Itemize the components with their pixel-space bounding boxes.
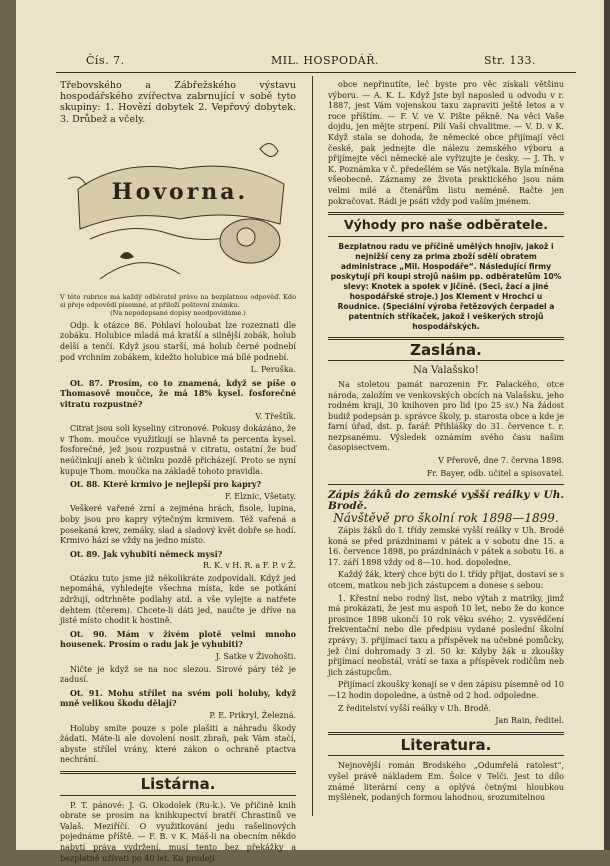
valassko-title: Na Valašsko! — [413, 365, 479, 377]
section-divider — [328, 360, 564, 361]
question-89: Ot. 89. Jak vyhubiti německ mysi? — [70, 548, 223, 559]
book-spine — [604, 0, 610, 850]
zapis-director: Jan Rain, ředitel. — [495, 716, 564, 726]
question-90: Ot. 90. Mám v živém plotě velmi mnoho housenek. Prosím o radu jak je vyhubiti? — [60, 628, 296, 650]
hovorna-title: Hovorna. — [111, 178, 249, 205]
section-divider — [60, 771, 296, 774]
answer-87: Citrat jsou soli kyseliny citronové. Pokusy dokázáno, že v Thom. moučce využitkují se hlavně ta percenta kysel. fosforečné, jež jsou rozpustná v citratu, ostatní že buď neúčinkují aneb k účinku pozdě přicházejí. Proto se nyní kupuje Thom. moučka na základě tohoto pravidla. — [60, 424, 296, 476]
question-87: Ot. 87. Prosím, co to znamená, když se píše o Thomasově moučce, že má 18% kysel. fosforečné vitratu rozpustné? — [60, 377, 296, 409]
newspaper-page — [16, 0, 610, 863]
signature: P. E. Prikryl, Železná. — [209, 711, 296, 720]
section-divider — [328, 755, 564, 756]
zapis-paragraph: 1. Křestní nebo rodný list, nebo výtah z matriky, jimž má prokázati, že jest mu aspoň 10 let, nebo že do konce prosince 1898 ukončí 10 rok věku svého; 2. vysvědčení frekventační nebo dle předpisu vydané poslední školní zprávy; 3. přijímací taxu a příspěvek na učebné pomůcky, jež činí dohromady 3 zl. 50 kr. Kdyby žák u zkoušky přijímací neobstál, vrátí se taxa a příspěvek rodičům neb jich zástupcům. — [328, 593, 564, 677]
listarna-title: Listárna. — [140, 774, 216, 793]
answer-86: Odp. k otázce 86. Pohlaví holoubat lze rozeznati dle zobáku. Holubice mladá má kratší a silnější zobák, holub delší a tenčí. Když jsou starší, má holub černé podnebí pod vrchním zobákem, kdežto holubice má bílé podnebí. — [60, 320, 296, 362]
signature: V. Třeštík. — [255, 411, 296, 421]
issue-number: Čís. 7. — [86, 54, 125, 67]
section-divider — [328, 236, 564, 237]
valassko-date: V Přerově, dne 7. června 1898. — [438, 456, 564, 466]
question-88: Ot. 88. Které krmivo je nejlepší pro kapry? — [70, 479, 262, 490]
section-divider — [328, 732, 564, 735]
left-column — [60, 80, 296, 866]
literatura-body: Nejnovější román Brodského „Odumřelá ratolest“, vyšel právě nákladem Em. Šolce v Telči. Jest to dílo známé literární ceny a oplývá četnými hloubkou myšlének, podaných formou lahodnou, srozumitelnou — [328, 761, 564, 803]
listarna-continued: obce nepřinutíte, leč byste pro věc získali většinu výboru. — A. K. L. Když Jste byl naposled u odvodu v r. 1887, jest Vám vojenskou taxu zapraviti ještě letos a v roce příštím. — F. V. ve V. Pište pěkně. Na věci Vaše dojdu, jen mějte strpení. Pilí Vaší chvalitme. — V. D. v K. Když stala se dohoda, že německé obce přijímají věci české, pak jednejte dle nálezu zemského výboru a přijímejte věci německé ale vyřizujte je česky. — J. Th. v K. Poznámka v č. předešlém se Vás netýkala. Byla míněna všeobecně. Záznamy ze života praktického jsou nám velmi milé a čtenářům listu neméně. Račte jen pokračovat. Rádi je psáti vždy pod vaším jménem. — [328, 80, 564, 206]
valassko-signature: Fr. Bayer, odb. učitel a spisovatel. — [426, 468, 564, 478]
zapis-paragraph: Přijímací zkoušky konají se v den zápisu písemně od 10—12 hodin dopoledne, a ústně od 2 hod. odpoledne. — [328, 680, 564, 700]
section-divider — [60, 795, 296, 796]
zapis-subtitle: Návštěvě pro školní rok 1898—1899. — [333, 511, 559, 526]
hovorna-banner — [60, 129, 296, 289]
zapis-title: Zápis žáků do zemské vyšší reálky v Uh. Brodě. — [328, 489, 564, 512]
signature: R. K. v H. R. a F. P. v Ž. — [203, 561, 296, 571]
zapis-signature: Z ředitelství vyšší reálky v Uh. Brodě. — [338, 703, 491, 713]
exhibition-intro: Třebovského a Zábřežského výstavu hospodářského zvířectva zabrnující v sobě tyto skupiny: 1. Hovězí dobytek 2. Vepřový dobytek. 3. Drůbež a včely. — [60, 80, 296, 125]
signature: F. Elznic, Všetaty. — [224, 491, 296, 501]
listarna-body: P. T. pánové: J. G. Okodolek (Ru-k.). Ve přičině knih obrate se prosím na knihkupectví bratří Chrastinů ve Valaš. Meziříčí. O využitkování jedu rašelinových pojednáme příště. — F. B. v K. Máš-li na obecním někdo nabytí práva vydržení, musí tento bez překážky a bezplatně užívati po 40 let. Ku prodeji — [60, 800, 296, 863]
question-91: Ot. 91. Mohu střílet na svém poli holuby, když mně velikou škodu dělají? — [60, 687, 296, 709]
right-column — [328, 80, 564, 806]
hovorna-illustration — [60, 129, 296, 289]
odberatel-title: Výhody pro naše odběratele. — [344, 217, 548, 233]
answer-90: Ničte je když se na noc slezou. Sirové páry též je zadusí. — [60, 664, 296, 685]
page-number: Str. 133. — [484, 54, 536, 67]
section-divider — [328, 212, 564, 215]
answer-91: Holuby smíte pouze s pole plašiti a náhradu škody žádati. Máte-li ale dovolení nosit zbraň, pak Vám stačí, abyste střílel vrány, které zákon o ochraně ptactva nechrání. — [60, 723, 296, 765]
hovorna-caption — [60, 293, 296, 317]
page-header — [56, 50, 576, 70]
journal-title: MIL. HOSPODÁŘ. — [271, 54, 380, 67]
odberatel-body: Bezplatnou radu ve příčině umělých hnojiv, jakož i nejnižší ceny za prima zboží sdělí obratem administrace „Mil. Hospodáře“. Následující firmy poskytují při koupi strojů našim pp. odběratelům 10% slevy: Knotek a spolek v Jičíně. (Seci, žací a jiné hospodářské stroje.) Jos Klement v Hrochci u Roudnice. (Speciální výroba řetězových čerpadel a patentních stříkaček, jakož i veškerých strojů hospodářských. — [330, 241, 562, 331]
header-rule — [56, 72, 576, 73]
signature: J. Satke v Živohošti. — [215, 652, 296, 662]
literatura-title: Literatura. — [400, 735, 492, 754]
column-divider — [312, 76, 313, 816]
hovorna-caption-text: V této rubrice má každý odběratel právo na bezplatnou odpověď. Kdo si přeje odpovědí písemné, at přiloží poštovní známku. — [60, 292, 296, 309]
zaslana-title: Zaslána. — [410, 340, 482, 359]
zapis-paragraph: Zápis žáků do I. třídy zemské vyšší reálky v Uh. Brodě koná se před prázdninami v pátek a v sobotu dne 15. a 16. července 1898, po prázdninách v pátek a sobotu 16. a 17. září 1898 vždy od 8—10. hod. dopoledne. — [328, 526, 564, 567]
signature: L. Peruška. — [250, 365, 296, 375]
section-divider — [328, 484, 564, 485]
answer-88: Veškeré vařené zrní a zejména hrách, fisole, lupina, boby jsou pro kapry výtečným krmivem. Též vařená a posekaná krev, zemáky, slad a sladový květ dobře se hodí. Krmivo hází se vždy na jedno místo. — [60, 504, 296, 546]
answer-89: Otázku tuto jsme již několikráte zodpovídali. Když jed nepomáhá, vyhledejte všechna místa, kde se potkání zdržují, odtrhněte podlahy atd. a vše vylejte a natřete dehtem (tčerem). Chcete-li dáti jed, naučte je dříve na jisté místo chodit k hostině. — [60, 573, 296, 626]
zapis-paragraph: Každý žák, který chce býti do I. třídy přijat, dostaví se s otcem, matkou neb jich zástupcem a donese s sebou: — [328, 570, 564, 590]
valassko-body: Na stoletou památ narozenin Fr. Palackého, otce národa, založím ve venkovských obcích na Valašsku, jeho rodném kraji, 30 knihoven pro lid (po 25 sv.) Na žádost budiž podepsán p. správce školy, p. starosta obce a kde je farní úřad, dst. p. farář. Přihlášky do 31. července t. r. nezpsanému. Výsledek oznámím svého času našim časopisectvem. — [328, 379, 564, 453]
section-divider — [328, 337, 564, 340]
hovorna-caption-note: (Na nepodepsané dopisy neodpovídáme.) — [110, 308, 246, 317]
